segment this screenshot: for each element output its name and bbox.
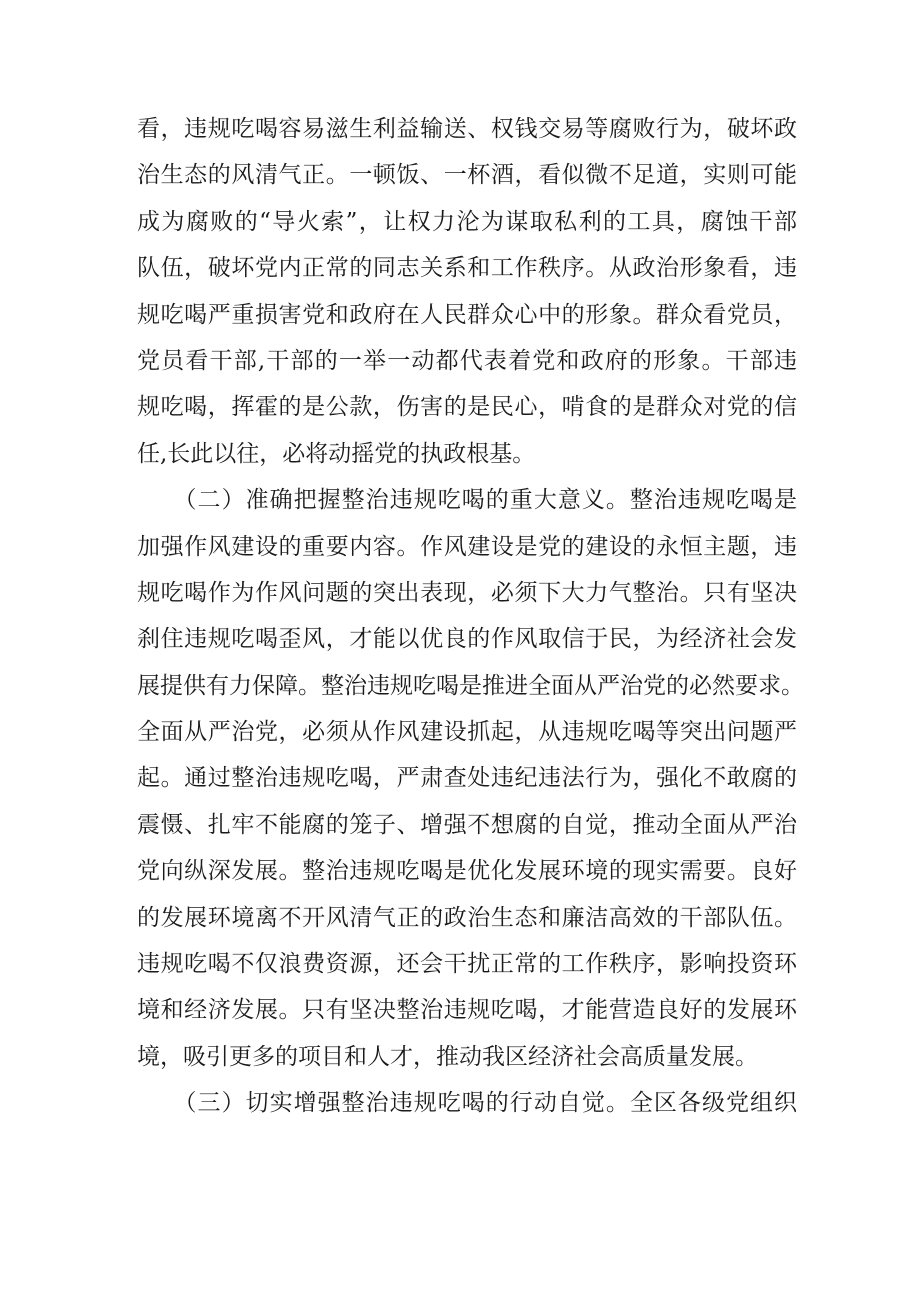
- text-line: 规吃喝，挥霍的是公款，伤害的是民心，啃食的是群众对党的信: [137, 394, 797, 421]
- text-line: 起。通过整治违规吃喝，严肃查处违纪违法行为，强化不敢腐的: [137, 765, 797, 792]
- text-line: 刹住违规吃喝歪风，才能以优良的作风取信于民，为经济社会发: [137, 626, 797, 653]
- section-heading-line: （三）切实增强整治违规吃喝的行动自觉。全区各级党组织: [137, 1090, 797, 1117]
- text-line: 看，违规吃喝容易滋生利益输送、权钱交易等腐败行为，破坏政: [137, 116, 797, 142]
- section-heading-line: （二）准确把握整治违规吃喝的重大意义。整治违规吃喝是: [137, 487, 797, 514]
- text-line: 震慑、扎牢不能腐的笼子、增强不想腐的自觉，推动全面从严治: [137, 811, 797, 838]
- text-line: 规吃喝作为作风问题的突出表现，必须下大力气整治。只有坚决: [137, 579, 797, 606]
- paragraph-end-line: 任,长此以往，必将动摇党的执政根基。: [137, 440, 536, 467]
- text-line: 违规吃喝不仅浪费资源，还会干扰正常的工作秩序，影响投资环: [137, 951, 797, 978]
- paragraph-end-line: 境，吸引更多的项目和人才，推动我区经济社会高质量发展。: [137, 1043, 758, 1070]
- body-text: [137, 106, 804, 1127]
- text-line: 加强作风建设的重要内容。作风建设是党的建设的永恒主题，违: [137, 533, 797, 560]
- text-line: 队伍，破坏党内正常的同志关系和工作秩序。从政治形象看，违: [137, 255, 797, 282]
- text-line: 党员看干部,干部的一举一动都代表着党和政府的形象。干部违: [137, 347, 797, 374]
- text-line: 规吃喝严重损害党和政府在人民群众心中的形象。群众看党员，: [137, 301, 797, 328]
- text-line: 展提供有力保障。整治违规吃喝是推进全面从严治党的必然要求。: [137, 672, 804, 699]
- text-line: 成为腐败的“导火索”，让权力沦为谋取私利的工具，腐蚀干部: [137, 208, 797, 235]
- text-line: 的发展环境离不开风清气正的政治生态和廉洁高效的干部队伍。: [137, 904, 797, 931]
- text-line: 境和经济发展。只有坚决整治违规吃喝，才能营造良好的发展环: [137, 997, 797, 1024]
- text-line: 全面从严治党，必须从作风建设抓起，从违规吃喝等突出问题严: [137, 719, 797, 746]
- text-line: 党向纵深发展。整治违规吃喝是优化发展环境的现实需要。良好: [137, 858, 797, 885]
- text-line: 治生态的风清气正。一顿饭、一杯酒，看似微不足道，实则可能: [137, 162, 797, 189]
